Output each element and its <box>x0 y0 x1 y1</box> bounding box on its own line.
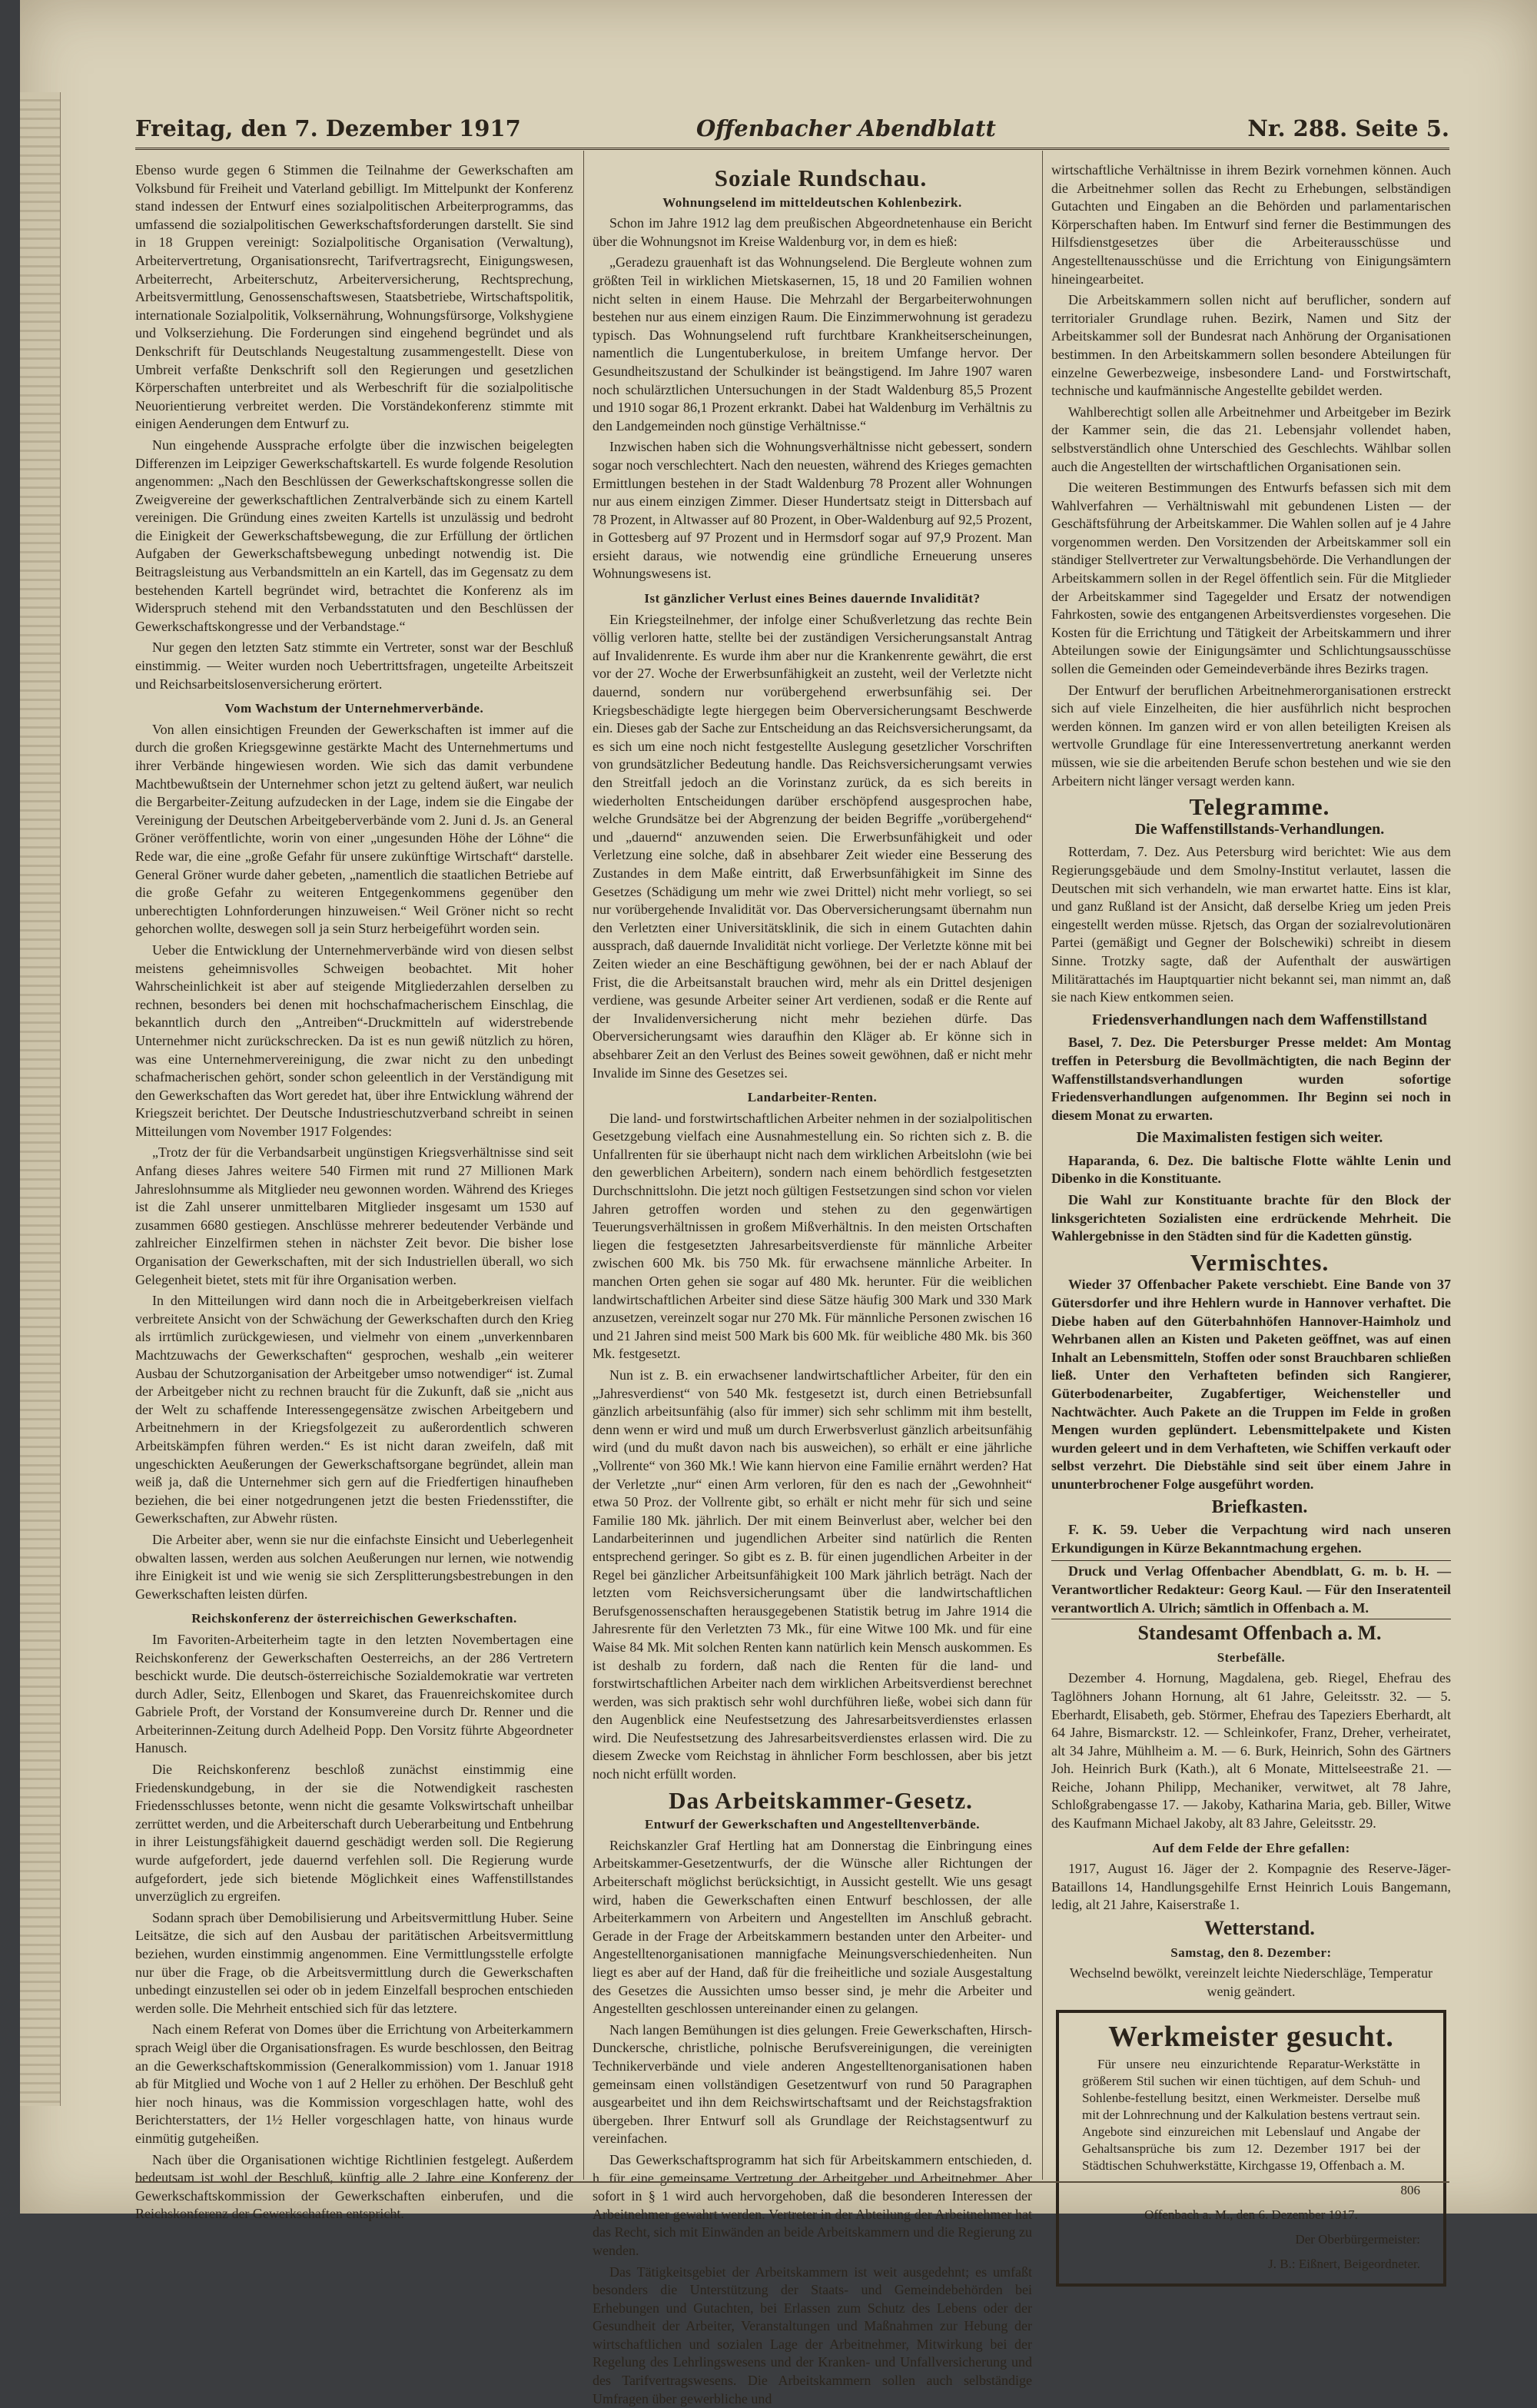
article-paragraph: Das Gewerkschaftsprogramm hat sich für Arbeitskammern entschieden, d. h. für eine gemeinsame Vertretung der Arbeitgeber und Arbeitnehmer. Aber sofort in § 1 wird auch hervorgehoben, daß die besonderen Interessen der Arbeitnehmer gewahrt werden. Vertreter in der Abteilung der Arbeitnehmer hat das Recht, sich mit Einwänden an beide Arbeitskammern und die Regierung zu wenden. <box>593 2151 1032 2260</box>
article-paragraph: Im Favoriten-Arbeiterheim tagte in den letzten Novembertagen eine Reichskonferenz der Gewerkschaften Oesterreichs, an der 286 Vertretern beschickt wurde. Die deutsch-österreichische Sozialdemokratie war vertreten durch Adler, Seitz, Ellenbogen und Skaret, das Frauenreichskomitee durch Gabriele Proft, der Vorstand der Konsumvereine durch Dr. Renner und die Arbeiterinnen-Zeitung durch Adelheid Popp. Den Vorsitz führte Abgeordneter Hanusch. <box>135 1631 573 1758</box>
article-paragraph: In den Mitteilungen wird dann noch die in Arbeitgeberkreisen vielfach verbreitete Ansicht von der Schwächung der Gewerkschaften durch den Krieg als irrtümlich zurückgewiesen, und vielmehr von einem „unverkennbaren Machtzuwachs der Gewerkschaften“ gesprochen, weshalb „ein weiterer Ausbau der Schutzorganisation der Arbeitgeber umso notwendiger“ ist. Zumal der Arbeitgeber nicht zu rechnen braucht für die Zukunft, daß sie „nicht aus der Welt zu schaffende Interessengegensätze zwischen Arbeitgebern und Arbeitnehmern in der Kriegsfolgezeit zu außerordentlich schweren Arbeitskämpfen führen werden.“ Es ist nicht daran zweifeln, daß mit ungeschickten Aeußerungen der Gewerkschaftsorgane begründet, allein man weiß ja, daß die Unternehmer sich gern auf die Friedfertigen hinaufheben beziehen, die bei einer notgedrungenen jetzt die besten Friedensstifter, die Gewerkschaften, zur Abwehr rüsten. <box>135 1292 573 1528</box>
registry-paragraph: 1917, August 16. Jäger der 2. Kompagnie des Reserve-Jäger-Bataillons 14, Handlungsgehilfe Ernst Heinrich Louis Bangemann, ledig, alt 21 Jahre, Kaiserstraße 1. <box>1051 1860 1451 1915</box>
article-paragraph: Die Reichskonferenz beschloß zunächst einstimmig eine Friedenskundgebung, in der sie die Notwendigkeit raschesten Friedensschlusses betonte, wenn nicht die gesamte Volkswirtschaft unheilbar zerrüttet werden, und die Arbeiterschaft durch Ueberarbeitung und Entbehrung in ihrer Leistungsfähigkeit dauernd geschädigt werden soll. Die Regierung wurde aufgefordert, jede dauernd verfehlen soll. Die Regierung wurde aufgefordert, jede sich bietende Möglichkeit eines Waffenstillstandes unverzüglich zu ergreifen. <box>135 1761 573 1906</box>
telegram-paragraph: Basel, 7. Dez. Die Petersburger Presse meldet: Am Montag treffen in Petersburg die Bevollmächtigten, die nach Beginn der Waffenstillstandsverhandlungen wurden sofortige Friedensverhandlungen aufgenommen. Ihr Beginn sei noch in diesem Monat zu erwarten. <box>1051 1034 1451 1124</box>
ad-signature-title: Der Oberbürgermeister: <box>1082 2231 1420 2248</box>
article-subheading: Vom Wachstum der Unternehmerverbände. <box>135 699 573 718</box>
ad-title: Werkmeister gesucht. <box>1082 2028 1420 2045</box>
column-divider <box>1042 151 1043 2180</box>
section-heading-weather: Wetterstand. <box>1051 1919 1451 1938</box>
section-heading-miscellaneous: Vermischtes. <box>1051 1254 1451 1272</box>
article-paragraph: Ein Kriegsteilnehmer, der infolge einer Schußverletzung das rechte Bein völlig verloren hatte, stellte bei der zuständigen Versicherungsanstalt Antrag auf Invalidenrente. Es wurde ihm aber nur die Krankenrente gewährt, die erst vor der 27. Woche der Erwerbsunfähigkeit an zusteht, weil der Verletzte nicht dauernd, sondern nur vorübergehend erwerbsunfähig sei. Der Kriegsbeschädigte legte hiergegen beim Oberversicherungsamt Beschwerde ein. Dieses gab der Sache zur Entscheidung an das Reichsversicherungsamt, da es sich um eine noch nicht festgestellte Auslegung gesetzlicher Vorschriften von grundsätzlicher Bedeutung handle. Das Reichsversicherungsamt verwies den Streitfall jedoch an die Vorinstanz zurück, da es sich bereits in wiederholten Entscheidungen darüber erschöpfend ausgesprochen habe, welche Grundsätze bei der Abgrenzung der beiden Begriffe „vorübergehend“ und „dauernd“ anzuwenden seien. Die Erwerbsunfähigkeit und oder Verletzung eine solche, daß in absehbarer Zeit wieder eine Besserung des Zustandes in dem Maße eintritt, daß Erwerbsunfähigkeit im Sinne des Gesetzes (Schädigung um mehr wie zwei Drittel) nicht mehr vorliegt, so sei nur vorübergehende Invalidität vor. Das Oberversicherungsamt übernahm nun den Verletzten einer Universitätsklinik, die sich in einem Gutachten dahin aussprach, daß dauernde Invalidität nicht vorliege. Der Verletzte könne mit bei Zeiten wieder an eine Beschäftigung gewöhnen, bei der er nach Ablauf der Frist, die die Arbeitsanstalt brauchen wird, mehr als ein Drittel desjenigen verdiene, was gesunde Arbeiter seiner Art verdienen, sodaß er die Rente auf der Invalidenversicherung nicht mehr beziehen dürfe. Das Oberversicherungsamt wies daraufhin den Kläger ab. Er könne sich in absehbarer Zeit an den Verlust des Beines soweit gewöhnen, daß er nicht mehr Invalide im Sinne des Gesetzes sei. <box>593 611 1032 1082</box>
header-rule <box>135 148 1449 150</box>
article-paragraph: Wahlberechtigt sollen alle Arbeitnehmer und Arbeitgeber im Bezirk der Kammer sein, die das 21. Lebensjahr vollendet haben, selbstverständlich ohne Unterschied des Geschlechts. Wählbar sollen auch die Angestellten der wirtschaftlichen Organisationen sein. <box>1051 404 1451 476</box>
header-date: Freitag, den 7. Dezember 1917 <box>135 115 521 141</box>
article-paragraph: „Geradezu grauenhaft ist das Wohnungselend. Die Bergleute wohnen zum größten Teil in wirklichen Mietskasernen, 15, 18 und 20 Familien wohnen nicht selten in einem Hause. Die Mehrzahl der Bergarbeiterwohnungen bestehen nur aus einem einzigen Raum. Die Einzimmerwohnung ist geradezu typisch. Das Wohnungselend ruft furchtbare Krankheitserscheinungen, namentlich die Lungentuberkulose, in breitem Umfange hervor. Der Gesundheitszustand der Schulkinder ist beängstigend. Im Jahre 1907 waren noch schulärztlichen Untersuchungen in der Stadt Waldenburg 85,5 Prozent und 1910 sogar 86,1 Prozent erkrankt. Dabei hat Waldenburg im Verhältnis zu den Landgemeinden noch günstige Verhältnisse.“ <box>593 254 1032 435</box>
article-paragraph: Nach über die Organisationen wichtige Richtlinien festgelegt. Außerdem bedeutsam ist wohl der Beschluß, künftig alle 2 Jahre eine Konferenz der Gewerkschaftskommission der Gewerkschaften einberufen, und die Reichskonferenz der Gewerkschaften entspricht. <box>135 2151 573 2224</box>
article-paragraph: „Trotz der für die Verbandsarbeit ungünstigen Kriegsverhältnisse sind seit Anfang dieses Jahres weitere 540 Firmen mit rund 27 Millionen Mark Jahreslohnsumme als Mitglieder neu gewonnen worden. Während des Krieges ist die Zahl unserer unmittelbaren Mitglieder insgesamt um 1530 auf zusammen 6680 gestiegen. Anschlüsse mehrerer bedeutender Verbände und zahlreicher Einzelfirmen stehen in nächster Zeit bevor. Die bisher lose Organisation der Gewerkschaften, mit der sich Industriellen überall, wo sich Gelegenheit bietet, stets mit für ihre Organisation werben. <box>135 1144 573 1289</box>
article-paragraph: Ueber die Entwicklung der Unternehmerverbände wird von diesen selbst meistens geheimnisvolles Schweigen beobachtet. Mit hoher Wahrscheinlichkeit ist aber auf steigende Mitgliederzahlen derselben zu rechnen, besonders bei denen mit hochschafmacherischem Einschlag, die bekanntlich durch den „Antreiben“-Druckmitteln auf widerstrebende Unternehmer nicht zurückschrecken. Da ist es nun gewiß nützlich zu hören, was eine Unternehmervereinigung, die zwar nicht zu den unbedingt schafmacherischen gehört, sonder schon geleentlich in der Verständigung mit den Gewerkschaften das Wort geredet hat, über ihre Entwicklung während der Kriegszeit berichtet. Der Deutsche Industrieschutzverband schreibt in seinen Mitteilungen vom November 1917 Folgendes: <box>135 942 573 1141</box>
ad-place-date: Offenbach a. M., den 6. Dezember 1917. <box>1082 2207 1420 2224</box>
article-paragraph: Inzwischen haben sich die Wohnungsverhältnisse nicht gebessert, sondern sogar noch verschlechtert. Nach den neuesten, während des Krieges gemachten Ermittlungen bestehen in der Stadt Waldenburg 78 Prozent aller Wohnungen nur aus einem einzigen Zimmer. Dieser Hundertsatz steigt in Dittersbach auf 78 Prozent, in Altwasser auf 80 Prozent, in Ober-Waldenburg auf 92,5 Prozent, in Gottesberg auf 97 Prozent und in Hermsdorf sogar auf 97,9 Prozent. Man ersieht daraus, wie notwendig eine gründliche Erneuerung unseres Wohnungswesens ist. <box>593 438 1032 583</box>
article-paragraph: Die Arbeiter aber, wenn sie nur die einfachste Einsicht und Ueberlegenheit obwalten lassen, werden aus solchen Aeußerungen nur lernen, wie notwendig ihre Einigkeit ist und wie wenig sie sich Zersplitterungsbestrebungen in den Gewerkschaften leisten dürfen. <box>135 1531 573 1603</box>
article-subheading: Wohnungselend im mitteldeutschen Kohlenbezirk. <box>593 194 1032 212</box>
article-subheading: Landarbeiter-Renten. <box>593 1088 1032 1107</box>
telegram-heading: Friedensverhandlungen nach dem Waffenstillstand <box>1051 1011 1451 1030</box>
telegram-heading: Die Waffenstillstands-Verhandlungen. <box>1051 821 1451 839</box>
article-paragraph: Die land- und forstwirtschaftlichen Arbeiter nehmen in der sozialpolitischen Gesetzgebung vielfach eine Ausnahmestellung ein. So richten sich z. B. die Unfallrenten für sie überhaupt nicht nach dem wirklichen Arbeitslohn (wie bei den gewerblichen Arbeitern), sondern nach einem behördlich festgesetzten Durchschnittslohn. Die jetzt noch gültigen Festsetzungen sind schon vor vielen Jahren getroffen worden und stehen zu den gegenwärtigen Teuerungsverhältnissen in großem Mißverhältnis. In den meisten Ortschaften liegen die festgesetzten Jahresarbeitsverdienste für männliche Arbeiter zwischen 600 Mk. bis 750 Mk. für erwachsene männliche Arbeiter. In manchen Orten gehen sie sogar auf 480 Mk. herunter. Für die weiblichen landwirtschaftlichen Arbeiter sind diese Sätze häufig 300 Mark und 330 Mark anzusetzen, vereinzelt sogar nur 270 Mk. Für männliche Personen zwischen 16 und 21 Jahren sind meist 500 Mark bis 600 Mk. für weibliche 480 Mk. bis 360 Mk. festgesetzt. <box>593 1110 1032 1363</box>
article-paragraph: Reichskanzler Graf Hertling hat am Donnerstag die Einbringung eines Arbeitskammer-Gesetzentwurfs, der die Wünsche aller Richtungen der Arbeiterschaft möglichst berücksichtigt, in Aussicht gestellt. Wie uns gesagt wird, haben die Gewerkschaften einen Entwurf beschlossen, der alle Arbeiterkammern von Arbeitern und Angestellten im Anschluß gebracht. Gerade in der Frage der Arbeitskammern bestanden unter den Arbeiter- und Angestelltenorganisationen mannigfache Meinungsverschiedenheiten. Nun liegt es aber auf der Hand, daß für die freiheitliche und soziale Ausgestaltung des Gesetzes die Aussichten umso besser sind, je mehr die Arbeiter und Angestellten geschlossen untereinander einen zu gelangen. <box>593 1837 1032 2018</box>
weather-date: Samstag, den 8. Dezember: <box>1051 1944 1451 1962</box>
job-advertisement <box>1056 2010 1446 2287</box>
registry-subheading: Auf dem Felde der Ehre gefallen: <box>1051 1839 1451 1858</box>
article-paragraph: Der Entwurf der beruflichen Arbeitnehmerorganisationen erstreckt sich auf viele Einzelheiten, die hier ausführlich nicht besprochen werden können. Im ganzen wird er von allen beteiligten Kreisen als wertvolle Grundlage für eine Interessenvertretung anerkannt werden müssen, wie sie die arbeitenden Berufe schon bestehen und wie sie den Arbeitern nicht länger versagt werden kann. <box>1051 682 1451 791</box>
newspaper-page <box>20 0 1537 2214</box>
registry-paragraph: Dezember 4. Hornung, Magdalena, geb. Riegel, Ehefrau des Taglöhners Johann Hornung, alt 61 Jahre, Geleitsstr. 32. — 5. Eberhardt, Elisabeth, geb. Störmer, Ehefrau des Tapeziers Eberhardt, alt 64 Jahre, Bismarckstr. 12. — Schleinkofer, Franz, Dreher, verheiratet, alt 34 Jahre, Mühlheim a. M. — 6. Burk, Heinrich, Sohn des Gärtners Joh. Heinrich Burk (Kath.), alt 6 Monate, Mittelseestraße 21. — Reiche, Johann Philipp, Mechaniker, verwitwet, alt 78 Jahre, Schloßgrabengasse 17. — Jakoby, Katharina Maria, geb. Biller, Witwe des Kaufmann Michael Jakoby, alt 83 Jahre, Geleitsstr. 29. <box>1051 1669 1451 1832</box>
article-subheading: Entwurf der Gewerkschaften und Angestelltenverbände. <box>593 1815 1032 1834</box>
telegram-paragraph: Die Wahl zur Konstituante brachte für den Block der linksgerichteten Sozialisten eine erdrückende Mehrheit. Die Wahlergebnisse in den Städten sind für die Kadetten günstig. <box>1051 1191 1451 1246</box>
article-paragraph: Nach einem Referat von Domes über die Errichtung von Arbeiterkammern sprach Weigl über die Organisationsfragen. Es wurde beschlossen, den Beitrag an die Gewerkschaftskommission (Generalkommission) vom 1. Januar 1918 ab für Mitglied und Woche von 1 auf 2 Heller zu erhöhen. Der Beschluß geht hier noch hinaus, was die Kommission vorgeschlagen hatte, wohl des Berichterstatters, der 1½ Heller vorgeschlagen hatte, von hinaus wurde einmütig gutgeheißen. <box>135 2021 573 2147</box>
section-heading-letterbox: Briefkasten. <box>1051 1499 1451 1517</box>
telegram-paragraph: Haparanda, 6. Dez. Die baltische Flotte wählte Lenin und Dibenko in die Konstituante. <box>1051 1152 1451 1188</box>
header-masthead: Offenbacher Abendblatt <box>696 115 996 141</box>
article-paragraph: Schon im Jahre 1912 lag dem preußischen Abgeordnetenhause ein Bericht über die Wohnungsnot im Kreise Waldenburg vor, in dem es hieß: <box>593 214 1032 251</box>
weather-forecast: Wechselnd bewölkt, vereinzelt leichte Niederschläge, Temperatur wenig geändert. <box>1051 1965 1451 2001</box>
article-subheading: Reichskonferenz der österreichischen Gewerkschaften. <box>135 1609 573 1628</box>
article-paragraph: Ebenso wurde gegen 6 Stimmen die Teilnahme der Gewerkschaften am Volksbund für Freiheit und Vaterland gebilligt. Im Mittelpunkt der Konferenz stand indessen der Entwurf eines sozialpolitischen Arbeiterprogramms, das umfassend die sozialpolitischen Gewerkschaftsforderungen darstellt. Sie sind in 18 Gruppen vereinigt: Sozialpolitische Organisation (Verwaltung), Arbeitervertretung, Organisationsrecht, Tarifvertragsrecht, Einigungswesen, Arbeiterrecht, Arbeiterschutz, Arbeiterversicherung, Rechtsprechung, Arbeitsvermittlung, Genossenschaftswesen, Staatsbetriebe, Wirtschaftspolitik, internationale Sozialpolitik, Volksernährung, Wohnungsfürsorge, Volkshygiene und Volkserziehung. Die Forderungen sind eingehend begründet und als Denkschrift für Deutschlands Neugestaltung zusammengestellt. Diese von Umbreit verfaßte Denkschrift soll den Regierungen und gesetzlichen Körperschaften unterbreitet und als Werbeschrift für die sozialpolitische Neuorientierung verbreitet werden. Die Vorständekonferenz stimmte mit einigen Aenderungen dem Entwurf zu. <box>135 161 573 433</box>
letterbox-paragraph: F. K. 59. Ueber die Verpachtung wird nach unseren Erkundigungen in Kürze Bekanntmachung ergehen. <box>1051 1521 1451 1557</box>
imprint: Druck und Verlag Offenbacher Abendblatt, G. m. b. H. — Verantwortlicher Redakteur: Georg Kaul. — Für den Inseratenteil verantwortlich A. Ulrich; sämtlich in Offenbach a. M. <box>1051 1560 1451 1619</box>
article-paragraph: Nun ist z. B. ein erwachsener landwirtschaftlicher Arbeiter, für den ein „Jahresverdienst“ von 540 Mk. festgesetzt ist, durch einen Betriebsunfall gänzlich arbeitsunfähig (also für immer) sich sehr schlimm mit ihm bestellt, denn wenn er wird und muß um durch Erwerbsverlust gänzlich arbeitsunfähig wird (und du mußt davon nach bis ausweichen), so erhält er eine jährliche „Vollrente“ von 360 Mk.! Wie kann hiervon eine Familie ernährt werden? Hat der Verletzte „nur“ einen Arm verloren, für den es nach der „Gewohnheit“ etwa 50 Proz. der Vollrente gibt, so erhält er nicht mehr für sich und seine Familie 180 Mk. jährlich. Der mit einem Beinverlust aber, welcher bei den Landarbeiterinnen und jugendlichen Arbeiter sind natürlich die Renten entsprechend geringer. So gibt es z. B. für einen jugendlichen Arbeiter in der Regel bei gänzlicher Arbeitsunfähigkeit 100 Mark jährlich beträgt. Nach der letzten vom Reichsversicherungsamt über die landwirtschaftlichen Berufsgenossenschaften herausgegebenen Statistik betrug im Jahre 1914 die Jahresrente für den Verletzten 73 Mk., für eine Witwe 100 Mk. und für eine Waise 84 Mk. Mit solchen Renten kann natürlich kein Mensch auskommen. Es ist deshalb zu fordern, daß nach die Renten für die land- und forstwirtschaftlichen Arbeiter nach dem wirklichen Arbeitsverdienst berechnet werden, was sich praktisch sehr wohl durchführen ließe, wobei sich dann für den Augenblick eine Neufestsetzung des Jahresarbeitsverdienstes erlassen wird. Die Neufestsetzung des Jahresarbeitsverdienstes erlassen wird. Die zu diesem Zwecke vom Reichstag in ähnlicher Form beschlossen, aber bis jetzt noch nicht erfüllt worden. <box>593 1367 1032 1784</box>
footer-rule <box>135 2181 1449 2183</box>
section-heading-social: Soziale Rundschau. <box>593 169 1032 188</box>
article-paragraph: wirtschaftliche Verhältnisse in ihrem Bezirk vornehmen können. Auch die Arbeitnehmer sollen das Recht zu Erhebungen, selbständigen Gutachten und Eingaben an die Behörden und parlamentarischen Körperschaften haben. Im Entwurf sind ferner die Bestimmungen des Hilfsdienstgesetzes über die Arbeiterausschüsse und Angestelltenausschüsse und die Errichtung von Einigungsämtern hineingearbeitet. <box>1051 161 1451 288</box>
article-paragraph: Nach langen Bemühungen ist dies gelungen. Freie Gewerkschaften, Hirsch-Dunckersche, christliche, polnische Berufsvereinigungen, die vereinigten Technikerverbände und viele anderen Angestelltenorganisationen haben gemeinsam einen vollständigen Gesetzentwurf von rund 50 Paragraphen ausgearbeitet und ihn dem Reichswirtschaftsamt und der Reichstagsfraktion übergeben. Ihrer Entwurf soll als Grundlage der Reichstagsentwurf zu vereinfachen. <box>593 2021 1032 2148</box>
section-heading-labor-chamber: Das Arbeitskammer-Gesetz. <box>593 1792 1032 1810</box>
adjacent-page-edge <box>20 92 61 2106</box>
registry-subheading: Sterbefälle. <box>1051 1649 1451 1667</box>
telegram-heading: Die Maximalisten festigen sich weiter. <box>1051 1129 1451 1148</box>
article-subheading: Ist gänzlicher Verlust eines Beines dauernde Invalidität? <box>593 590 1032 608</box>
article-paragraph: Nun eingehende Aussprache erfolgte über die inzwischen beigelegten Differenzen im Leipziger Gewerkschaftskartell. Es wurde folgende Resolution angenommen: „Nach den Beschlüssen der Gewerkschaftskongresse sollen die Zweigvereine der gewerkschaftlichen Zentralverbände sich zu einem Kartell vereinigen. Die Gründung eines zweiten Kartells ist unzulässig und bedroht die Einigkeit der Gewerkschaftsbewegung, die zur Erfüllung der örtlichen Aufgaben der Gewerkschaftsbewegung unbedingt notwendig ist. Die Beitragsleistung aus Verbandsmitteln an ein Kartell, das im Gegensatz zu dem bestehenden Kartell begründet wird, betrachtet die Konferenz als im Widerspruch stehend mit den Verbandsstatuten und den Beschlüssen der Gewerkschaftskongresse und der Verbandstage.“ <box>135 437 573 636</box>
ad-number: 806 <box>1082 2182 1420 2199</box>
misc-paragraph: Wieder 37 Offenbacher Pakete verschiebt. Eine Bande von 37 Gütersdorfer und ihre Hehlern wurde in Hannover verhaftet. Die Diebe haben auf den Güterbahnhöfen Hannover-Haimholz und Wehrbanen allen an Kisten und Paketen geöffnet, was auf einen Inhalt an Lebensmitteln, Stoffen oder sonst Brauchbaren schließen ließ. Unter den Verhafteten befinden sich Rangierer, Güterbodenarbeiter, Zugabfertiger, Weichensteller und Nachtwächter. Auch Pakete an die Truppen im Felde in großen Mengen wurden geplündert. Lebensmittelpakete und Kisten wurden geleert und in dem Verhafteten, wie Schiffen verkauft oder selbst verzehrt. Die Diebstähle sind seit über einem Jahre in ununterbrochener Folge ausgeführt worden. <box>1051 1276 1451 1493</box>
article-paragraph: Die Arbeitskammern sollen nicht auf beruflicher, sondern auf territorialer Grundlage ruhen. Bezirk, Namen und Sitz der Arbeitskammer soll der Bundesrat nach Anhörung der Organisationen bestimmen. In den Arbeitskammern sollen besondere Abteilungen für einzelne Gewerbezweige, insbesondere Land- und Forstwirtschaft, technische und kaufmännische Angestellte gebildet werden. <box>1051 291 1451 400</box>
telegram-paragraph: Rotterdam, 7. Dez. Aus Petersburg wird berichtet: Wie aus dem Regierungsgebäude und dem Smolny-Institut verlautet, lassen die Deutschen mit sich verhandeln, wie man erwartet hatte. Eins ist klar, und ganz Rußland ist der Ansicht, daß derselbe Krieg um jeden Preis eingestellt werden müsse. Rjetsch, das Organ der sozialrevolutionären Partei (gemäßigt und Gegner der Bolschewiki) schreibt in diesem Sinne. Trotzky sagte, daß der Aufenthalt der auswärtigen Militärattachés im Hauptquartier nicht bekannt sei, man nimmt an, daß sie nach Kiew entkommen seien. <box>1051 843 1451 1006</box>
header-issue-page: Nr. 288. Seite 5. <box>1247 115 1449 141</box>
column-divider <box>583 151 584 2180</box>
article-paragraph: Das Tätigkeitsgebiet der Arbeitskammern ist weit ausgedehnt; es umfaßt besonders die Unterstützung der Staats- und Gemeindebehörden bei Erhebungen und Gutachten, bei Erlassen zum Schutz des Lebens oder der Gesundheit der Arbeiter, Veranstaltungen und Maßnahmen zur Hebung der wirtschaftlichen und sozialen Lage der Arbeitnehmer, Mitwirkung bei der Regelung des Lehrlingswesens und der Kranken- und Unfallversicherung und des Tarifvertragswesens. Die Arbeitskammern sollen auch selbständige Umfragen über gewerbliche und <box>593 2264 1032 2408</box>
article-paragraph: Sodann sprach über Demobilisierung und Arbeitsvermittlung Huber. Seine Leitsätze, die sich auf den Ausbau der paritätischen Arbeitsvermittlung beziehen, wurden einstimmig angenommen. Eine Vermittlungsstelle erfolgte nur über die Frage, ob die Arbeitsvermittlung durch die Gewerkschaften unbedingt einzustellen sei oder ob in jedem Einzelfall besprochen entschieden werden solle. Die Mehrheit entschied sich für das letztere. <box>135 1909 573 2018</box>
section-heading-registry: Standesamt Offenbach a. M. <box>1051 1624 1451 1642</box>
section-heading-telegrams: Telegramme. <box>1051 798 1451 816</box>
article-paragraph: Die weiteren Bestimmungen des Entwurfs befassen sich mit dem Wahlverfahren — Verhältniswahl mit gebundenen Listen — der Geschäftsführung der Arbeitskammer. Die Wahlen sollen auf je 4 Jahre vorgenommen werden. Den Vorsitzenden der Arbeitskammer soll ein ständiger Stellvertreter zur Verwaltungsbehörde. Die Verhandlungen der Arbeitskammern sollen in der Regel öffentlich sein. Für die Mitglieder der Arbeitskammer sind Tagegelder und Ersatz der notwendigen Fahrkosten, sowie des entgangenen Arbeitsverdienstes vorgesehen. Die Kosten für die Errichtung und Tätigkeit der Arbeitskammern und ihrer Abteilungen sowie der Einigungsämter und Schlichtungsausschüsse sollen die Gemeinden oder Gemeindeverbände ihres Bezirks tragen. <box>1051 479 1451 679</box>
column-3 <box>1051 161 1451 2160</box>
ad-body: Für unsere neu einzurichtende Reparatur-Werkstätte in größerem Stil suchen wir einen tüchtigen, auf dem Schuh- und Sohlenbe-festellung besitzt, einen Werkmeister. Derselbe muß mit der Lohnrechnung und der Kalkulation bestens vertraut sein. Angebote sind einzureichen mit Lebenslauf und Angabe der Gehaltsansprüche bis zum 12. Dezember 1917 bei der Städtischen Schuhwerkstätte, Kirchgasse 19, Offenbach a. M. <box>1082 2056 1420 2174</box>
ad-signature-name: J. B.: Eißnert, Beigeordneter. <box>1082 2256 1420 2273</box>
column-1 <box>135 161 573 2160</box>
column-2 <box>593 161 1032 2160</box>
article-paragraph: Von allen einsichtigen Freunden der Gewerkschaften ist immer auf die durch die großen Kriegsgewinne gestärkte Macht des Unternehmertums und ihrer Verbände hingewiesen worden. Wie sich das damit verbundene Machtbewußtsein der Unternehmer schon jetzt zu geltend äußert, war neulich die Bergarbeiter-Zeitung aufzudecken in der Lage, indem sie die Eingabe der Vereinigung der Deutschen Arbeitgeberverbände vom 2. Juni d. Js. an General Gröner veröffentlichte, worin von einer „ungesunden Höhe der Löhne“ die Rede war, die eine „große Gefahr für unsere zukünftige Wirtschaft“ darstelle. General Gröner wurde daher gebeten, „namentlich die staatlichen Betriebe auf die große Gefahr zu weiteren Entgegenkommens gegenüber den unberechtigten Lohnforderungen hinzuweisen.“ Weil Gröner nicht so recht gehorchen wollte, deswegen soll ja sein Sturz herbeigeführt worden sein. <box>135 721 573 938</box>
page-header <box>135 115 1449 146</box>
article-paragraph: Nur gegen den letzten Satz stimmte ein Vertreter, sonst war der Beschluß einstimmig. — Weiter wurden noch Uebertrittsfragen, ungeteilte Arbeitszeit und Reichsarbeitslosenversicherung erörtert. <box>135 639 573 693</box>
